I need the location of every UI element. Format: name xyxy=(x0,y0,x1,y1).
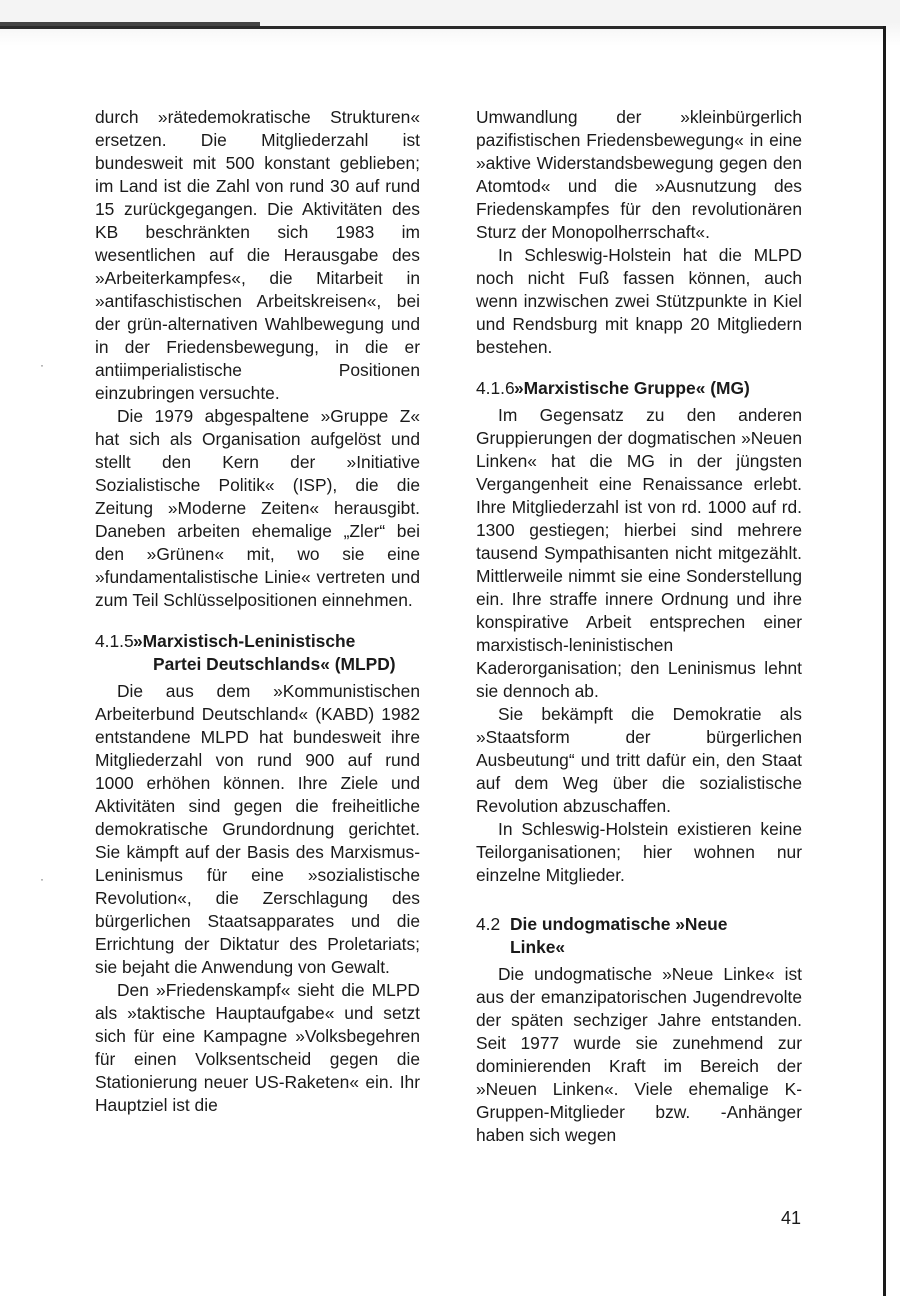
section-heading-4-2 xyxy=(476,913,802,959)
section-heading-4-1-5 xyxy=(95,630,420,676)
right-column xyxy=(476,106,802,1147)
paragraph: Im Gegensatz zu den anderen Gruppierungen der dogmatischen »Neuen Linken« hat die MG in der jüngsten Vergangenheit eine Renaissance erlebt. Ihre Mitgliederzahl ist von rd. 1000 auf rd. 1300 gestiegen; hierbei sind mehrere tausend Sympathisanten nicht mitgezählt. Mittlerweile nimmt sie eine Sonderstellung ein. Ihre straffe innere Ordnung und ihre konspirative Arbeit entsprechen einer marxistisch-leninistischen Kaderorganisation; den Leninismus lehnt sie dennoch ab. xyxy=(476,405,802,701)
section-number: 4.1.6 xyxy=(476,378,515,398)
section-title-continued: Partei Deutschlands« (MLPD) xyxy=(153,654,396,674)
scan-speck: · xyxy=(40,872,44,886)
scan-speck: · xyxy=(40,358,44,372)
section-title-continued: Linke« xyxy=(510,937,566,957)
page-number: 41 xyxy=(781,1208,802,1228)
paragraph: Umwandlung der »kleinbürgerlich pazifistischen Friedensbewegung« in eine »aktive Widerstandsbewegung gegen den Atomtod« und die »Ausnutzung des Friedenskampfes für den revolutionären Sturz der Monopolherrschaft«. xyxy=(476,107,802,242)
scan-page-border-right xyxy=(883,26,886,1296)
section-heading-4-1-6 xyxy=(476,377,802,400)
paragraph: In Schleswig-Holstein existieren keine Teilorganisationen; hier wohnen nur einzelne Mitglieder. xyxy=(476,819,802,885)
paragraph: Die aus dem »Kommunistischen Arbeiterbund Deutschland« (KABD) 1982 entstandene MLPD hat bundesweit ihre Mitgliederzahl von rund 900 auf rund 1000 erhöhen können. Ihre Ziele und Aktivitäten sind gegen die freiheitliche demokratische Grundordnung gerichtet. Sie kämpft auf der Basis des Marxismus-Leninismus für eine »sozialistische Revolution«, die Zerschlagung des bürgerlichen Staatsapparates und die Errichtung der Diktatur des Proletariats; sie bejaht die Anwendung von Gewalt. xyxy=(95,681,420,977)
paragraph: Die undogmatische »Neue Linke« ist aus der emanzipatorischen Jugendrevolte der späten sechziger Jahre entstanden. Seit 1977 wurde sie zunehmend zur dominierenden Kraft im Bereich der »Neuen Linken«. Viele ehemalige K-Gruppen-Mitglieder bzw. -Anhänger haben sich wegen xyxy=(476,964,802,1145)
left-column xyxy=(95,106,420,1117)
paragraph: Den »Friedenskampf« sieht die MLPD als »taktische Hauptaufgabe« und setzt sich für eine Kampagne »Volksbegehren für einen Volksentscheid gegen die Stationierung neuer US-Raketen« ein. Ihr Hauptziel ist die xyxy=(95,980,420,1115)
section-title: Die undogmatische »Neue xyxy=(510,914,728,934)
section-title: »Marxistisch-Leninistische xyxy=(133,631,356,651)
paragraph: durch »rätedemokratische Strukturen« ersetzen. Die Mitgliederzahl ist bundesweit mit 500 konstant geblieben; im Land ist die Zahl von rund 30 auf rund 15 zurückgegangen. Die Aktivitäten des KB beschränkten sich 1983 im wesentlichen auf die Herausgabe des »Arbeiterkampfes«, die Mitarbeit in »antifaschistischen Arbeitskreisen«, bei der grün-alternativen Wahlbewegung und in der Friedensbewegung, in die er antiimperialistische Positionen einzubringen versuchte. xyxy=(95,107,420,403)
paragraph: Sie bekämpft die Demokratie als »Staatsform der bürgerlichen Ausbeutung“ und tritt dafür ein, den Staat auf dem Weg über die sozialistische Revolution abzuschaffen. xyxy=(476,704,802,816)
scan-page-border-top xyxy=(0,26,884,29)
paragraph: In Schleswig-Holstein hat die MLPD noch nicht Fuß fassen können, auch wenn inzwischen zwei Stützpunkte in Kiel und Rendsburg mit knapp 20 Mitgliedern bestehen. xyxy=(476,245,802,357)
section-title: »Marxistische Gruppe« (MG) xyxy=(514,378,750,398)
section-number: 4.2 xyxy=(476,914,501,934)
paragraph: Die 1979 abgespaltene »Gruppe Z« hat sich als Organisation aufgelöst und stellt den Kern der »Initiative Sozialistische Politik« (ISP), die die Zeitung »Moderne Zeiten« herausgibt. Daneben arbeiten ehemalige „Zler“ bei den »Grünen« mit, wo sie eine »fundamentalistische Linie« vertreten und zum Teil Schlüsselpositionen einnehmen. xyxy=(95,406,420,610)
section-number: 4.1.5 xyxy=(95,631,134,651)
